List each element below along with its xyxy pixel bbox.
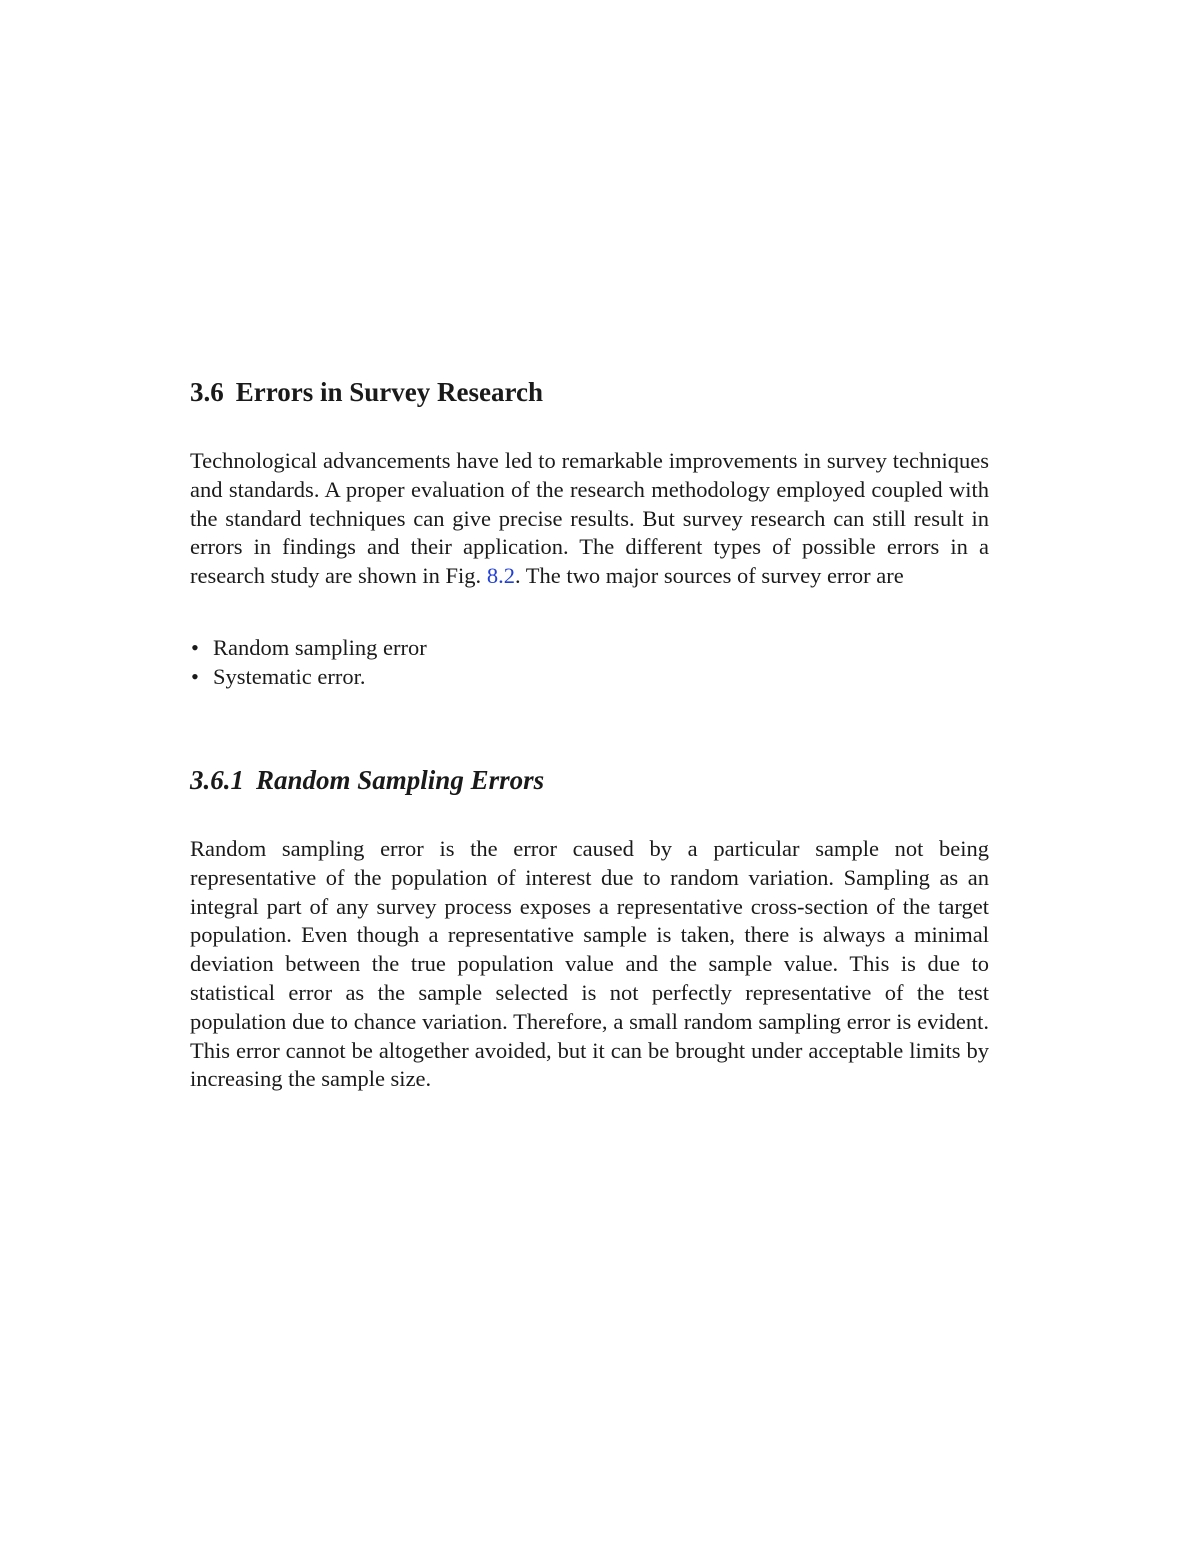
bullet-icon: • <box>191 635 199 660</box>
intro-paragraph <box>190 447 989 591</box>
bullet-icon: • <box>191 663 199 689</box>
list-item-text: Random sampling error <box>213 635 427 660</box>
subsection-title: Random Sampling Errors <box>256 765 545 795</box>
section-heading <box>190 374 543 410</box>
section-title: Errors in Survey Research <box>235 377 543 407</box>
list-item <box>190 634 989 663</box>
list-item-text: Systematic error. <box>213 663 366 689</box>
subsection-heading <box>190 762 544 798</box>
section-number: 3.6 <box>190 377 224 407</box>
subsection-number: 3.6.1 <box>190 765 244 795</box>
figure-reference-link[interactable]: 8.2 <box>486 563 515 589</box>
list-item <box>190 663 989 692</box>
intro-text-end: . The two major sources of survey error are <box>514 563 904 589</box>
intro-text: Technological advancements have led to remarkable improvements in survey techniques and standards. A proper evaluation of the research methodology employed coupled with the standard techniques can give precise results. But survey research can still result in errors in findings and their application. The different types of possible errors in a research study are shown in Fig. <box>190 448 989 589</box>
error-sources-list <box>190 634 989 692</box>
random-sampling-paragraph: Random sampling error is the error caused by a particular sample not being representative of the population of interest due to random variation. Sampling as an integral part of any survey process exposes a representative cross-section of the target population. Even though a representative sample is taken, there is always a minimal deviation between the true population value and the sample value. This is due to statistical error as the sample selected is not perfectly representative of the test population due to chance variation. Therefore, a small random sampling error is evident. This error cannot be altogether avoided, but it can be brought under acceptable limits by increasing the sample size. <box>190 836 989 1092</box>
